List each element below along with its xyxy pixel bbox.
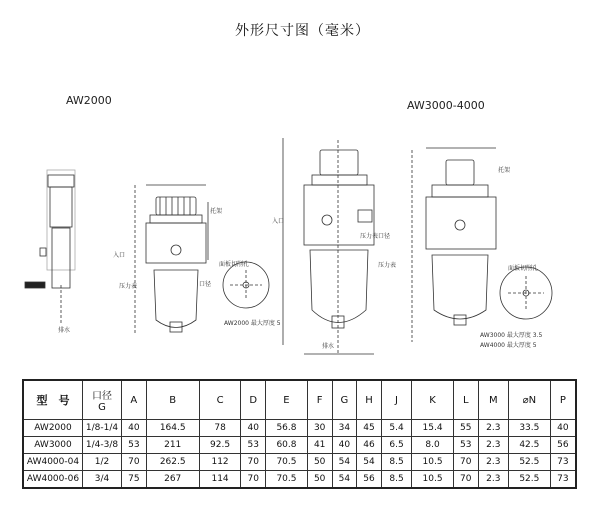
col-header-k: K	[412, 380, 454, 420]
dimension-cell: 267	[146, 471, 199, 489]
aw2000-front-view	[135, 185, 208, 335]
dimension-cell: 70	[241, 471, 266, 489]
col-header-h: H	[357, 380, 382, 420]
table-row	[23, 437, 576, 454]
dimension-cell: 73	[550, 471, 576, 489]
dimension-cell: 1/4-3/8	[83, 437, 122, 454]
dimension-cell: 54	[332, 471, 357, 489]
col-header-g: G	[332, 380, 357, 420]
page-title: 外形尺寸图（毫米）	[235, 23, 370, 39]
technical-drawing	[0, 110, 605, 370]
dimension-cell: 41	[307, 437, 332, 454]
model-cell: AW2000	[23, 420, 83, 437]
aw3000-side-view	[283, 138, 374, 355]
dimension-cell: 40	[122, 420, 147, 437]
dimension-cell: 6.5	[381, 437, 411, 454]
svg-text:排水: 排水	[322, 343, 335, 350]
svg-text:入口: 入口	[272, 218, 285, 225]
model-label-aw2000: AW2000	[66, 94, 112, 107]
col-header-p: P	[550, 380, 576, 420]
dimension-cell: 34	[332, 420, 357, 437]
dimension-cell: 52.5	[508, 454, 550, 471]
dimension-cell: 75	[122, 471, 147, 489]
table-row	[23, 471, 576, 489]
dimension-cell: 70	[453, 471, 478, 489]
dimension-cell: 40	[241, 420, 266, 437]
col-header-d: D	[241, 380, 266, 420]
dimension-cell: 2.3	[478, 437, 508, 454]
dimension-cell: 70.5	[266, 454, 308, 471]
dimension-cell: 262.5	[146, 454, 199, 471]
svg-text:AW4000 最大厚度 5: AW4000 最大厚度 5	[480, 342, 537, 349]
col-header-e: E	[266, 380, 308, 420]
dimension-cell: 10.5	[412, 471, 454, 489]
dimension-cell: 1/8-1/4	[83, 420, 122, 437]
col-header-j: J	[381, 380, 411, 420]
svg-text:托架: 托架	[498, 167, 511, 174]
dimension-cell: 8.0	[412, 437, 454, 454]
dimension-cell: 53	[453, 437, 478, 454]
drawing-callouts	[58, 166, 543, 350]
dimension-table	[22, 379, 577, 489]
svg-text:口径: 口径	[199, 281, 212, 288]
dimension-cell: 2.3	[478, 420, 508, 437]
model-label-aw3000-4000: AW3000-4000	[407, 99, 485, 112]
col-header-l: L	[453, 380, 478, 420]
dimension-cell: 54	[332, 454, 357, 471]
dimension-cell: 56	[550, 437, 576, 454]
svg-text:压力表口径: 压力表口径	[360, 233, 391, 240]
dimension-cell: 40	[332, 437, 357, 454]
col-header-n: ⌀N	[508, 380, 550, 420]
svg-text:压力表: 压力表	[119, 283, 138, 290]
svg-text:排水: 排水	[58, 327, 71, 334]
dimension-cell: 60.8	[266, 437, 308, 454]
table-header-row	[23, 380, 576, 420]
dimension-cell: 30	[307, 420, 332, 437]
svg-text:压力表: 压力表	[378, 262, 397, 269]
dimension-cell: 53	[241, 437, 266, 454]
aw2000-panel-hole	[223, 262, 269, 308]
dimension-cell: 45	[357, 420, 382, 437]
dimension-cell: 50	[307, 471, 332, 489]
svg-text:托架: 托架	[210, 208, 223, 215]
dimension-cell: 164.5	[146, 420, 199, 437]
dimension-cell: 54	[357, 454, 382, 471]
dimension-cell: 56.8	[266, 420, 308, 437]
dimension-cell: 78	[199, 420, 241, 437]
dimension-cell: 50	[307, 454, 332, 471]
aw3000-front-view	[412, 148, 496, 342]
dimension-cell: 73	[550, 454, 576, 471]
dimension-cell: 55	[453, 420, 478, 437]
model-cell: AW4000-04	[23, 454, 83, 471]
dimension-cell: 70.5	[266, 471, 308, 489]
dimension-cell: 33.5	[508, 420, 550, 437]
dimension-cell: 46	[357, 437, 382, 454]
table-row	[23, 420, 576, 437]
dimension-cell: 112	[199, 454, 241, 471]
dimension-cell: 2.3	[478, 454, 508, 471]
dimension-cell: 70	[453, 454, 478, 471]
dimension-cell: 5.4	[381, 420, 411, 437]
dimension-cell: 2.3	[478, 471, 508, 489]
svg-text:面板切削孔: 面板切削孔	[508, 265, 539, 272]
col-header-a: A	[122, 380, 147, 420]
model-cell: AW4000-06	[23, 471, 83, 489]
dimension-cell: 92.5	[199, 437, 241, 454]
col-header-f: F	[307, 380, 332, 420]
dimension-cell: 52.5	[508, 471, 550, 489]
dimension-cell: 10.5	[412, 454, 454, 471]
svg-text:入口: 入口	[113, 252, 126, 259]
aw3000-panel-hole	[500, 267, 552, 319]
dimension-cell: 70	[241, 454, 266, 471]
col-header-port: 口径 G	[83, 380, 122, 420]
aw2000-side-view	[25, 170, 75, 325]
dimension-cell: 56	[357, 471, 382, 489]
table-row	[23, 454, 576, 471]
dimension-cell: 42.5	[508, 437, 550, 454]
svg-text:AW3000 最大厚度 3.5: AW3000 最大厚度 3.5	[480, 332, 543, 339]
dimension-cell: 53	[122, 437, 147, 454]
dimension-cell: 8.5	[381, 454, 411, 471]
dimension-cell: 211	[146, 437, 199, 454]
dimension-cell: 15.4	[412, 420, 454, 437]
col-header-b: B	[146, 380, 199, 420]
col-header-model: 型 号	[23, 380, 83, 420]
model-cell: AW3000	[23, 437, 83, 454]
svg-text:AW2000 最大厚度 5: AW2000 最大厚度 5	[224, 320, 281, 327]
dimension-cell: 8.5	[381, 471, 411, 489]
svg-text:面板切削孔: 面板切削孔	[219, 261, 250, 268]
dimension-cell: 1/2	[83, 454, 122, 471]
dimension-cell: 114	[199, 471, 241, 489]
col-header-m: M	[478, 380, 508, 420]
dimension-cell: 70	[122, 454, 147, 471]
dimension-cell: 40	[550, 420, 576, 437]
dimension-cell: 3/4	[83, 471, 122, 489]
col-header-c: C	[199, 380, 241, 420]
